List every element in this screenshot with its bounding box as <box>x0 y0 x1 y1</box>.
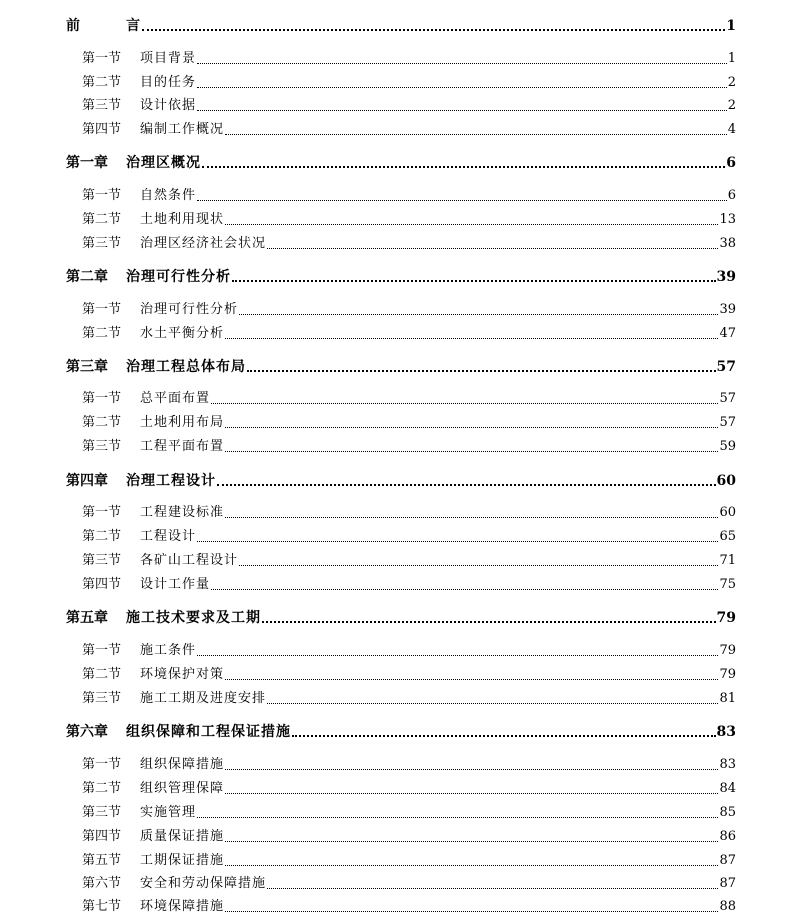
entry-page-number: 57 <box>716 359 736 375</box>
dot-leader <box>267 887 718 889</box>
entry-page-number: 2 <box>727 75 736 90</box>
dot-leader <box>225 516 718 518</box>
toc-entry[interactable] <box>82 899 736 915</box>
dot-leader <box>225 450 718 452</box>
entry-number: 第三节 <box>82 805 122 820</box>
entry-title: 编制工作概况 <box>140 122 225 137</box>
toc-entry[interactable] <box>82 781 736 797</box>
entry-title: 治理工程总体布局 <box>126 359 246 375</box>
dot-leader <box>197 109 727 111</box>
dot-leader <box>225 792 718 794</box>
dot-leader <box>202 165 725 168</box>
entry-title: 工程平面布置 <box>140 439 225 454</box>
toc-entry[interactable] <box>82 391 736 407</box>
entry-title: 施工条件 <box>140 643 197 658</box>
dot-leader <box>239 564 718 566</box>
entry-number: 第四节 <box>82 122 122 137</box>
toc-entry-chapter[interactable] <box>66 610 736 626</box>
dot-leader <box>197 62 727 64</box>
entry-number: 第三节 <box>82 553 122 568</box>
entry-title: 环境保护对策 <box>140 667 225 682</box>
entry-title: 总平面布置 <box>140 391 211 406</box>
toc-entry[interactable] <box>82 829 736 845</box>
entry-page-number: 60 <box>716 473 736 489</box>
entry-page-number: 60 <box>719 505 736 520</box>
entry-title: 环境保障措施 <box>140 899 225 914</box>
entry-title: 自然条件 <box>140 188 197 203</box>
toc-entry[interactable] <box>82 236 736 252</box>
entry-number: 第三章 <box>66 359 108 375</box>
dot-leader <box>267 702 718 704</box>
entry-number: 第二节 <box>82 667 122 682</box>
toc-entry[interactable] <box>82 876 736 892</box>
entry-title: 组织管理保障 <box>140 781 225 796</box>
entry-number: 第三节 <box>82 691 122 706</box>
toc-entry[interactable] <box>82 853 736 869</box>
entry-title: 安全和劳动保障措施 <box>140 876 267 891</box>
entry-page-number: 87 <box>719 876 736 891</box>
entry-title: 质量保证措施 <box>140 829 225 844</box>
toc-entry[interactable] <box>82 691 736 707</box>
entry-title: 水土平衡分析 <box>140 326 225 341</box>
dot-leader <box>211 402 718 404</box>
toc-entry-preface[interactable] <box>66 18 736 34</box>
entry-title: 工程设计 <box>140 529 197 544</box>
entry-title: 治理可行性分析 <box>140 302 239 317</box>
entry-number: 第二节 <box>82 212 122 227</box>
entry-page-number: 59 <box>719 439 736 454</box>
entry-number: 第五节 <box>82 853 122 868</box>
entry-number: 第一节 <box>82 188 122 203</box>
entry-page-number: 79 <box>719 667 736 682</box>
entry-title: 设计依据 <box>140 98 197 113</box>
toc-entry[interactable] <box>82 439 736 455</box>
dot-leader <box>232 279 716 282</box>
entry-title: 治理区经济社会状况 <box>140 236 267 251</box>
toc-entry[interactable] <box>82 302 736 318</box>
toc-entry[interactable] <box>82 122 736 138</box>
dot-leader <box>225 337 718 339</box>
toc-entry[interactable] <box>82 667 736 683</box>
dot-leader <box>225 768 718 770</box>
entry-page-number: 39 <box>719 302 736 317</box>
entry-number: 第六节 <box>82 876 122 891</box>
entry-page-number: 85 <box>719 805 736 820</box>
entry-page-number: 1 <box>726 18 736 34</box>
entry-page-number: 79 <box>716 610 736 626</box>
entry-title: 治理工程设计 <box>126 473 216 489</box>
entry-title: 土地利用布局 <box>140 415 225 430</box>
dot-leader <box>197 86 727 88</box>
entry-page-number: 13 <box>719 212 736 227</box>
entry-page-number: 6 <box>726 155 736 171</box>
entry-page-number: 88 <box>719 899 736 914</box>
dot-leader <box>217 483 716 486</box>
entry-number: 第四章 <box>66 473 108 489</box>
entry-page-number: 86 <box>719 829 736 844</box>
toc-entry[interactable] <box>82 805 736 821</box>
toc-entry[interactable] <box>82 577 736 593</box>
entry-page-number: 39 <box>716 269 736 285</box>
entry-title: 组织保障措施 <box>140 757 225 772</box>
entry-page-number: 84 <box>719 781 736 796</box>
entry-page-number: 1 <box>727 51 736 66</box>
dot-leader <box>239 313 718 315</box>
entry-number: 第三节 <box>82 98 122 113</box>
entry-number: 第二节 <box>82 326 122 341</box>
entry-page-number: 65 <box>719 529 736 544</box>
entry-title: 施工技术要求及工期 <box>126 610 261 626</box>
dot-leader <box>225 133 727 135</box>
entry-number: 第三节 <box>82 236 122 251</box>
entry-number: 第二节 <box>82 781 122 796</box>
entry-title: 设计工作量 <box>140 577 211 592</box>
toc-entry-chapter[interactable] <box>66 473 736 489</box>
toc-entry-chapter[interactable] <box>66 269 736 285</box>
entry-number: 第一章 <box>66 155 108 171</box>
entry-title: 目的任务 <box>140 75 197 90</box>
dot-leader <box>197 654 718 656</box>
entry-number: 第四节 <box>82 829 122 844</box>
toc-entry[interactable] <box>82 98 736 114</box>
dot-leader <box>292 734 716 737</box>
entry-page-number: 6 <box>727 188 736 203</box>
entry-number: 第二节 <box>82 415 122 430</box>
entry-number: 第二节 <box>82 529 122 544</box>
entry-title: 施工工期及进度安排 <box>140 691 267 706</box>
entry-title: 各矿山工程设计 <box>140 553 239 568</box>
entry-title: 实施管理 <box>140 805 197 820</box>
toc-entry[interactable] <box>82 326 736 342</box>
entry-number: 第三节 <box>82 439 122 454</box>
entry-title: 工程建设标准 <box>140 505 225 520</box>
toc-entry[interactable] <box>82 757 736 773</box>
toc-entry[interactable] <box>82 415 736 431</box>
entry-number: 第一节 <box>82 391 122 406</box>
entry-number: 第四节 <box>82 577 122 592</box>
entry-page-number: 2 <box>727 98 736 113</box>
entry-number: 第五章 <box>66 610 108 626</box>
entry-number: 第一节 <box>82 51 122 66</box>
entry-page-number: 47 <box>719 326 736 341</box>
entry-page-number: 71 <box>719 553 736 568</box>
entry-title: 组织保障和工程保证措施 <box>126 724 291 740</box>
toc-entry-chapter[interactable] <box>66 155 736 171</box>
entry-number: 第二章 <box>66 269 108 285</box>
entry-number: 第一节 <box>82 505 122 520</box>
dot-leader <box>142 28 725 31</box>
entry-number: 第一节 <box>82 302 122 317</box>
dot-leader <box>225 426 718 428</box>
dot-leader <box>211 588 718 590</box>
entry-page-number: 57 <box>719 415 736 430</box>
toc-entry-chapter[interactable] <box>66 359 736 375</box>
entry-page-number: 83 <box>716 724 736 740</box>
entry-page-number: 4 <box>727 122 736 137</box>
toc-entry-chapter[interactable] <box>66 724 736 740</box>
dot-leader <box>197 199 727 201</box>
toc-entry[interactable] <box>82 212 736 228</box>
toc-entry[interactable] <box>82 643 736 659</box>
toc-entry[interactable] <box>82 505 736 521</box>
dot-leader <box>225 223 718 225</box>
dot-leader <box>267 247 718 249</box>
dot-leader <box>225 840 718 842</box>
toc-entry[interactable] <box>82 188 736 204</box>
dot-leader <box>262 620 716 623</box>
toc-entry[interactable] <box>82 529 736 545</box>
dot-leader <box>225 910 718 912</box>
toc-entry[interactable] <box>82 553 736 569</box>
entry-page-number: 57 <box>719 391 736 406</box>
entry-page-number: 79 <box>719 643 736 658</box>
entry-number: 前 <box>66 18 80 34</box>
toc-entry[interactable] <box>82 75 736 91</box>
entry-page-number: 83 <box>719 757 736 772</box>
dot-leader <box>197 540 718 542</box>
entry-page-number: 38 <box>719 236 736 251</box>
entry-number: 第一节 <box>82 757 122 772</box>
entry-number: 第七节 <box>82 899 122 914</box>
entry-page-number: 75 <box>719 577 736 592</box>
entry-title: 工期保证措施 <box>140 853 225 868</box>
entry-title: 言 <box>126 18 141 34</box>
entry-title: 项目背景 <box>140 51 197 66</box>
dot-leader <box>225 678 718 680</box>
entry-number: 第一节 <box>82 643 122 658</box>
dot-leader <box>247 369 716 372</box>
entry-number: 第二节 <box>82 75 122 90</box>
entry-title: 治理区概况 <box>126 155 201 171</box>
dot-leader <box>225 864 718 866</box>
dot-leader <box>197 816 718 818</box>
toc-entry[interactable] <box>82 51 736 67</box>
entry-title: 土地利用现状 <box>140 212 225 227</box>
entry-title: 治理可行性分析 <box>126 269 231 285</box>
entry-number: 第六章 <box>66 724 108 740</box>
entry-page-number: 87 <box>719 853 736 868</box>
entry-page-number: 81 <box>719 691 736 706</box>
